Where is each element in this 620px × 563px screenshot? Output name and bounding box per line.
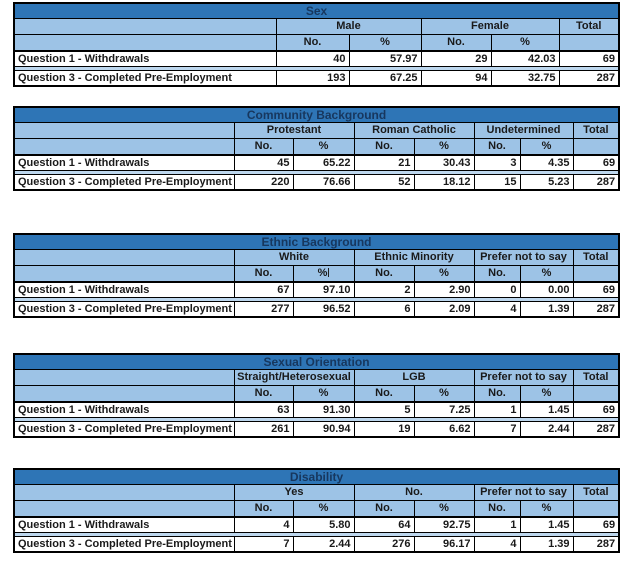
group-header-white[interactable]: White [234, 250, 354, 266]
subheader-no[interactable]: No. [234, 139, 293, 156]
cell-total[interactable]: 287 [573, 175, 619, 191]
row-label[interactable]: Question 3 - Completed Pre-Employment [14, 302, 234, 318]
subheader-no[interactable]: No. [276, 35, 349, 52]
table-row [14, 51, 619, 67]
cell-no[interactable]: 40 [276, 51, 349, 67]
cell-pct[interactable]: 97.10 [293, 282, 354, 298]
cell-no[interactable]: 52 [354, 175, 414, 191]
subheader-no[interactable]: No. [354, 386, 414, 403]
total-header[interactable]: Total [573, 370, 619, 386]
label-subheader-spacer[interactable] [14, 386, 234, 403]
cell-no[interactable]: 7 [474, 422, 520, 438]
cell-no[interactable]: 29 [421, 51, 491, 67]
cell-pct[interactable]: 1.45 [520, 402, 573, 418]
cell-pct[interactable]: 65.22 [293, 155, 354, 171]
cell-no[interactable]: 7 [234, 537, 293, 553]
row-label[interactable]: Question 3 - Completed Pre-Employment [14, 422, 234, 438]
table-row [14, 517, 619, 533]
subheader-no[interactable]: No. [234, 501, 293, 518]
cell-no[interactable]: 63 [234, 402, 293, 418]
cell-pct[interactable]: 5.80 [293, 517, 354, 533]
subheader-pct[interactable]: % [520, 139, 573, 156]
row-label[interactable]: Question 1 - Withdrawals [14, 155, 234, 171]
row-label[interactable]: Question 1 - Withdrawals [14, 517, 234, 533]
label-column-header-spacer[interactable] [14, 19, 276, 35]
total-subheader-spacer[interactable] [573, 266, 619, 283]
cell-pct[interactable]: 18.12 [414, 175, 474, 191]
subheader-pct[interactable]: % [520, 266, 573, 283]
cell-pct[interactable]: 32.75 [491, 71, 559, 87]
cell-no[interactable]: 6 [354, 302, 414, 318]
label-subheader-spacer[interactable] [14, 139, 234, 156]
cell-no[interactable]: 19 [354, 422, 414, 438]
cell-pct[interactable]: 0.00 [520, 282, 573, 298]
row-label[interactable]: Question 1 - Withdrawals [14, 51, 276, 67]
subheader-pct[interactable]: % [293, 386, 354, 403]
group-header-no[interactable]: No. [354, 485, 474, 501]
total-subheader-spacer[interactable] [573, 501, 619, 518]
cell-no[interactable]: 4 [234, 517, 293, 533]
cell-no[interactable]: 261 [234, 422, 293, 438]
cell-no[interactable]: 2 [354, 282, 414, 298]
subheader-pct[interactable]: % [414, 386, 474, 403]
cell-pct[interactable]: 42.03 [491, 51, 559, 67]
subheader-no[interactable]: No. [354, 266, 414, 283]
total-header[interactable]: Total [573, 123, 619, 139]
cell-pct[interactable]: 96.52 [293, 302, 354, 318]
table-row [14, 402, 619, 418]
label-column-header-spacer[interactable] [14, 370, 234, 386]
table-row [14, 422, 619, 438]
cell-no[interactable]: 193 [276, 71, 349, 87]
table-sex [13, 2, 620, 87]
subheader-pct-label: % [317, 267, 328, 279]
subheader-pct[interactable]: % [414, 501, 474, 518]
row-label[interactable]: Question 3 - Completed Pre-Employment [14, 71, 276, 87]
total-header[interactable]: Total [573, 250, 619, 266]
row-label[interactable]: Question 1 - Withdrawals [14, 402, 234, 418]
cell-total[interactable]: 287 [573, 302, 619, 318]
subheader-pct[interactable]: % [293, 139, 354, 156]
total-header[interactable]: Total [559, 19, 619, 35]
cell-no[interactable]: 0 [474, 282, 520, 298]
cell-no[interactable]: 15 [474, 175, 520, 191]
table-title[interactable]: Ethnic Background [14, 234, 619, 250]
group-header-male[interactable]: Male [276, 19, 421, 35]
subheader-pct[interactable]: % [491, 35, 559, 52]
table-row [14, 71, 619, 87]
group-header-yes[interactable]: Yes [234, 485, 354, 501]
table-title[interactable]: Community Background [14, 107, 619, 123]
cell-pct[interactable]: 1.45 [520, 517, 573, 533]
table-row [14, 282, 619, 298]
cell-pct[interactable]: 76.66 [293, 175, 354, 191]
group-header-protestant[interactable]: Protestant [234, 123, 354, 139]
cell-pct[interactable]: 90.94 [293, 422, 354, 438]
table-disability [13, 468, 620, 553]
cell-pct[interactable]: 2.90 [414, 282, 474, 298]
subheader-pct[interactable]: % [349, 35, 421, 52]
cell-pct[interactable]: 67.25 [349, 71, 421, 87]
cell-pct[interactable]: 96.17 [414, 537, 474, 553]
cell-pct[interactable]: 7.25 [414, 402, 474, 418]
cell-pct[interactable]: 1.39 [520, 537, 573, 553]
row-label[interactable]: Question 3 - Completed Pre-Employment [14, 537, 234, 553]
row-label[interactable]: Question 1 - Withdrawals [14, 282, 234, 298]
group-header-straight-heterosexual[interactable]: Straight/Heterosexual [234, 370, 354, 386]
subheader-no[interactable]: No. [234, 266, 293, 283]
cell-pct[interactable]: 30.43 [414, 155, 474, 171]
subheader-no[interactable]: No. [354, 139, 414, 156]
group-header-roman-catholic[interactable]: Roman Catholic [354, 123, 474, 139]
cell-total[interactable]: 287 [573, 537, 619, 553]
table-ethnic-background [13, 233, 620, 318]
cell-no[interactable]: 5 [354, 402, 414, 418]
cell-total[interactable]: 69 [573, 402, 619, 418]
table-row [14, 302, 619, 318]
cell-no[interactable]: 67 [234, 282, 293, 298]
label-column-header-spacer[interactable] [14, 123, 234, 139]
cell-no[interactable]: 220 [234, 175, 293, 191]
subheader-pct[interactable]: % [293, 501, 354, 518]
table-row [14, 155, 619, 171]
cell-pct[interactable]: 2.44 [520, 422, 573, 438]
cell-pct[interactable]: 5.23 [520, 175, 573, 191]
cell-no[interactable]: 1 [474, 517, 520, 533]
cell-no[interactable]: 3 [474, 155, 520, 171]
cell-no[interactable]: 277 [234, 302, 293, 318]
table-row [14, 175, 619, 191]
group-header-ethnic-minority[interactable]: Ethnic Minority [354, 250, 474, 266]
cell-total[interactable]: 69 [559, 51, 619, 67]
cell-no[interactable]: 4 [474, 537, 520, 553]
cell-pct[interactable]: 57.97 [349, 51, 421, 67]
cell-pct[interactable]: 91.30 [293, 402, 354, 418]
cell-no[interactable]: 1 [474, 402, 520, 418]
group-header-female[interactable]: Female [421, 19, 559, 35]
cell-pct[interactable]: 2.09 [414, 302, 474, 318]
label-subheader-spacer[interactable] [14, 501, 234, 518]
table-title[interactable]: Sexual Orientation [14, 354, 619, 370]
text-cursor-icon [328, 268, 329, 277]
cell-total[interactable]: 69 [573, 517, 619, 533]
subheader-no[interactable]: No. [354, 501, 414, 518]
subheader-pct[interactable]: % [414, 139, 474, 156]
group-header-lgb[interactable]: LGB [354, 370, 474, 386]
cell-no[interactable]: 64 [354, 517, 414, 533]
subheader-no[interactable]: No. [234, 386, 293, 403]
subheader-pct[interactable] [293, 266, 354, 283]
cell-total[interactable]: 69 [573, 282, 619, 298]
cell-total[interactable]: 287 [573, 422, 619, 438]
cell-no[interactable]: 45 [234, 155, 293, 171]
label-subheader-spacer[interactable] [14, 266, 234, 283]
label-column-header-spacer[interactable] [14, 485, 234, 501]
cell-pct[interactable]: 92.75 [414, 517, 474, 533]
row-label[interactable]: Question 3 - Completed Pre-Employment [14, 175, 234, 191]
cell-no[interactable]: 94 [421, 71, 491, 87]
total-subheader-spacer[interactable] [573, 139, 619, 156]
group-header-prefer-not-to-say[interactable]: Prefer not to say [474, 485, 573, 501]
cell-pct[interactable]: 6.62 [414, 422, 474, 438]
cell-total[interactable]: 287 [559, 71, 619, 87]
cell-no[interactable]: 276 [354, 537, 414, 553]
subheader-pct[interactable]: % [414, 266, 474, 283]
subheader-no[interactable]: No. [474, 266, 520, 283]
table-row [14, 537, 619, 553]
total-subheader-spacer[interactable] [559, 35, 619, 52]
cell-pct[interactable]: 4.35 [520, 155, 573, 171]
cell-pct[interactable]: 2.44 [293, 537, 354, 553]
table-community-background [13, 106, 620, 191]
subheader-no[interactable]: No. [421, 35, 491, 52]
table-sexual-orientation [13, 353, 620, 438]
table-title[interactable]: Sex [14, 3, 619, 19]
cell-total[interactable]: 69 [573, 155, 619, 171]
subheader-pct[interactable]: % [520, 386, 573, 403]
group-header-prefer-not-to-say[interactable]: Prefer not to say [474, 370, 573, 386]
subheader-no[interactable]: No. [474, 501, 520, 518]
cell-no[interactable]: 4 [474, 302, 520, 318]
group-header-undetermined[interactable]: Undetermined [474, 123, 573, 139]
subheader-pct[interactable]: % [520, 501, 573, 518]
table-title[interactable]: Disability [14, 469, 619, 485]
total-subheader-spacer[interactable] [573, 386, 619, 403]
label-column-header-spacer[interactable] [14, 250, 234, 266]
subheader-no[interactable]: No. [474, 139, 520, 156]
subheader-no[interactable]: No. [474, 386, 520, 403]
label-subheader-spacer[interactable] [14, 35, 276, 52]
group-header-prefer-not-to-say[interactable]: Prefer not to say [474, 250, 573, 266]
total-header[interactable]: Total [573, 485, 619, 501]
cell-no[interactable]: 21 [354, 155, 414, 171]
cell-pct[interactable]: 1.39 [520, 302, 573, 318]
